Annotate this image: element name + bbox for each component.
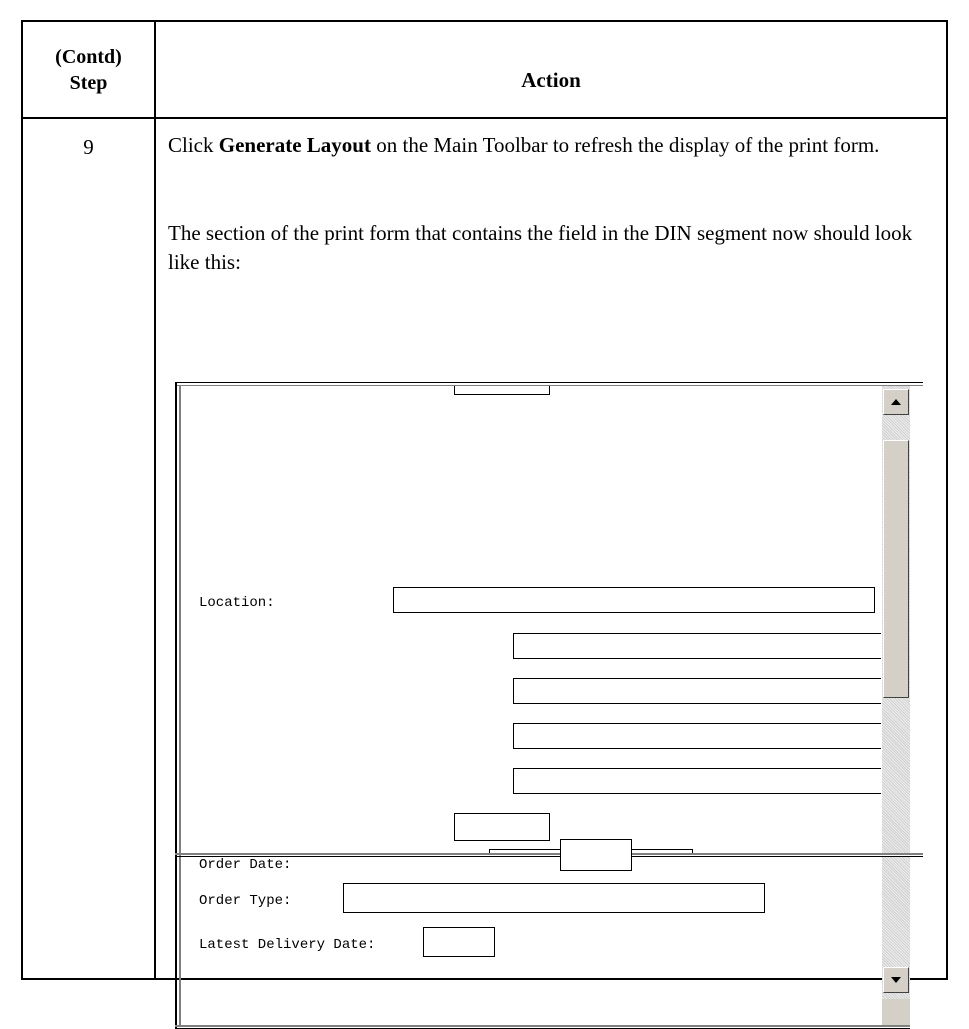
frame-edge xyxy=(179,857,181,1027)
print-form-canvas-lower xyxy=(181,857,881,1027)
location-line-field[interactable] xyxy=(513,678,881,704)
instruction-text-post: on the Main Toolbar to refresh the display of the print form. xyxy=(370,133,880,157)
triangle-down-icon xyxy=(890,975,902,985)
step-header-line1: (Contd) xyxy=(55,45,122,68)
scroll-thumb[interactable] xyxy=(883,440,909,698)
frame-edge xyxy=(175,853,923,855)
scroll-down-button[interactable] xyxy=(883,967,909,993)
scrollbar-corner xyxy=(882,999,910,1027)
vertical-scrollbar-lower[interactable] xyxy=(882,857,910,999)
action-column-header: Action xyxy=(155,21,947,118)
header-row xyxy=(22,21,947,118)
location-label: Location: xyxy=(199,595,275,611)
location-line-field[interactable] xyxy=(513,768,881,794)
location-line-field[interactable] xyxy=(513,723,881,749)
triangle-up-icon xyxy=(890,397,902,407)
instruction-table xyxy=(21,20,948,980)
frame-edge xyxy=(175,382,177,857)
print-form-screenshot xyxy=(175,382,923,857)
print-form-canvas xyxy=(181,386,881,853)
latest-delivery-date-field[interactable] xyxy=(423,927,495,957)
order-type-field[interactable] xyxy=(343,883,765,913)
field-box-top[interactable] xyxy=(454,386,550,395)
vertical-scrollbar[interactable] xyxy=(882,386,910,853)
order-date-field[interactable] xyxy=(560,839,632,871)
latest-delivery-date-label: Latest Delivery Date: xyxy=(199,937,376,953)
frame-edge xyxy=(175,382,923,383)
generate-layout-term: Generate Layout xyxy=(218,133,371,157)
order-type-label: Order Type: xyxy=(199,893,292,909)
instruction-paragraph xyxy=(168,131,938,160)
location-field[interactable] xyxy=(393,587,875,613)
frame-edge xyxy=(175,1025,910,1027)
order-date-label: Order Date: xyxy=(199,857,292,873)
step-row xyxy=(22,118,947,979)
small-field[interactable] xyxy=(454,813,550,841)
scroll-up-button[interactable] xyxy=(883,389,909,415)
step-number: 9 xyxy=(22,118,155,979)
step-header-line2: Step xyxy=(69,71,108,94)
instruction-text-pre: Click xyxy=(168,133,219,157)
action-cell xyxy=(155,118,947,979)
result-paragraph: The section of the print form that contains the field in the DIN segment now should look like this: xyxy=(168,221,913,274)
frame-edge xyxy=(175,857,177,1029)
location-line-field[interactable] xyxy=(513,633,881,659)
step-column-header xyxy=(22,21,155,118)
